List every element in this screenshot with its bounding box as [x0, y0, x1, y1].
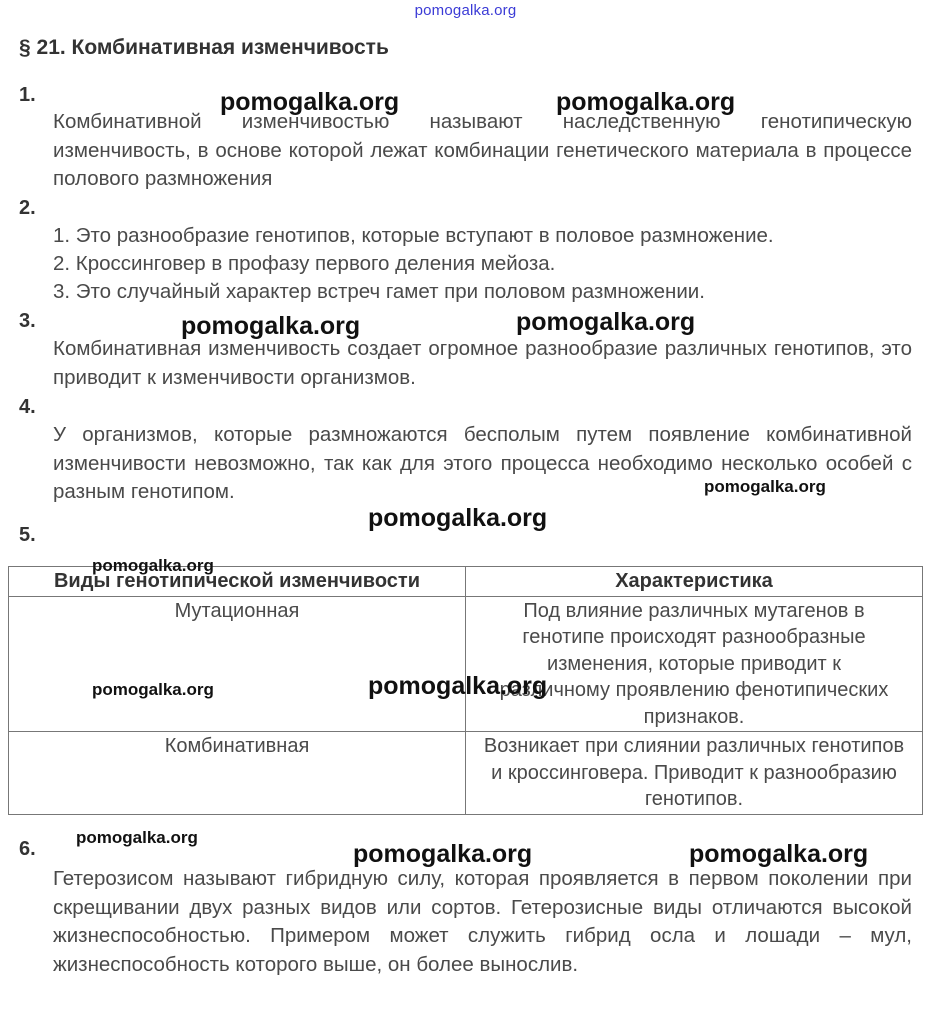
- table-cell-type: Мутационная: [9, 596, 466, 732]
- watermark: pomogalka.org: [368, 672, 548, 700]
- watermark: pomogalka.org: [556, 88, 736, 116]
- watermark: pomogalka.org: [92, 680, 214, 699]
- question-number-3: 3.: [19, 310, 36, 332]
- answer-1: Комбинативной изменчивостью называют наследственную генотипическую изменчивость, в основе которой лежат комбинации генетического материала в процессе полового размножения: [53, 110, 912, 190]
- table-row: [9, 596, 923, 732]
- answer-2-item-1: 1. Это разнообразие генотипов, которые вступают в половое размножение.: [53, 224, 774, 247]
- watermark: pomogalka.org: [353, 840, 533, 868]
- watermark: pomogalka.org: [76, 828, 198, 847]
- page-title: § 21. Комбинативная изменчивость: [19, 36, 389, 59]
- site-link[interactable]: pomogalka.org: [414, 2, 517, 19]
- watermark: pomogalka.org: [220, 88, 400, 116]
- watermark: pomogalka.org: [181, 312, 361, 340]
- table-header-characteristic: Характеристика: [466, 567, 923, 597]
- watermark: pomogalka.org: [368, 504, 548, 532]
- answer-3: Комбинативная изменчивость создает огромное разнообразие различных генотипов, это приводит к изменчивости организмов.: [53, 337, 912, 389]
- answer-4: У организмов, которые размножаются бесполым путем появление комбинативной изменчивости невозможно, так как для этого процесса необходимо несколько особей с разным генотипом.: [53, 423, 912, 503]
- question-number-1: 1.: [19, 84, 36, 106]
- watermark: pomogalka.org: [516, 308, 696, 336]
- watermark: pomogalka.org: [704, 477, 826, 496]
- question-number-5: 5.: [19, 524, 36, 546]
- question-number-6: 6.: [19, 838, 36, 860]
- answer-2-item-3: 3. Это случайный характер встреч гамет при половом размножении.: [53, 280, 705, 303]
- table-header-type: Виды генотипической изменчивости: [9, 567, 466, 597]
- table-cell-desc: Возникает при слиянии различных генотипов и кроссинговера. Приводит к разнообразию генотипов.: [466, 732, 923, 815]
- table-row: [9, 732, 923, 815]
- answer-6: Гетерозисом называют гибридную силу, которая проявляется в первом поколении при скрещивании двух разных видов или сортов. Гетерозисные виды отличаются высокой жизнеспособностью. Примером может служить гибрид осла и лошади – мул, жизнеспособность которого выше, он более вынослив.: [53, 867, 912, 976]
- table-cell-type: Комбинативная: [9, 732, 466, 815]
- question-number-4: 4.: [19, 396, 36, 418]
- question-number-2: 2.: [19, 197, 36, 219]
- answer-2-item-2: 2. Кроссинговер в профазу первого деления мейоза.: [53, 252, 556, 275]
- watermark: pomogalka.org: [689, 840, 869, 868]
- watermark: pomogalka.org: [92, 556, 214, 575]
- table-cell-desc: Под влияние различных мутагенов в генотипе происходят разнообразные изменения, которые приводит к различному проявлению фенотипических признаков.: [466, 596, 923, 732]
